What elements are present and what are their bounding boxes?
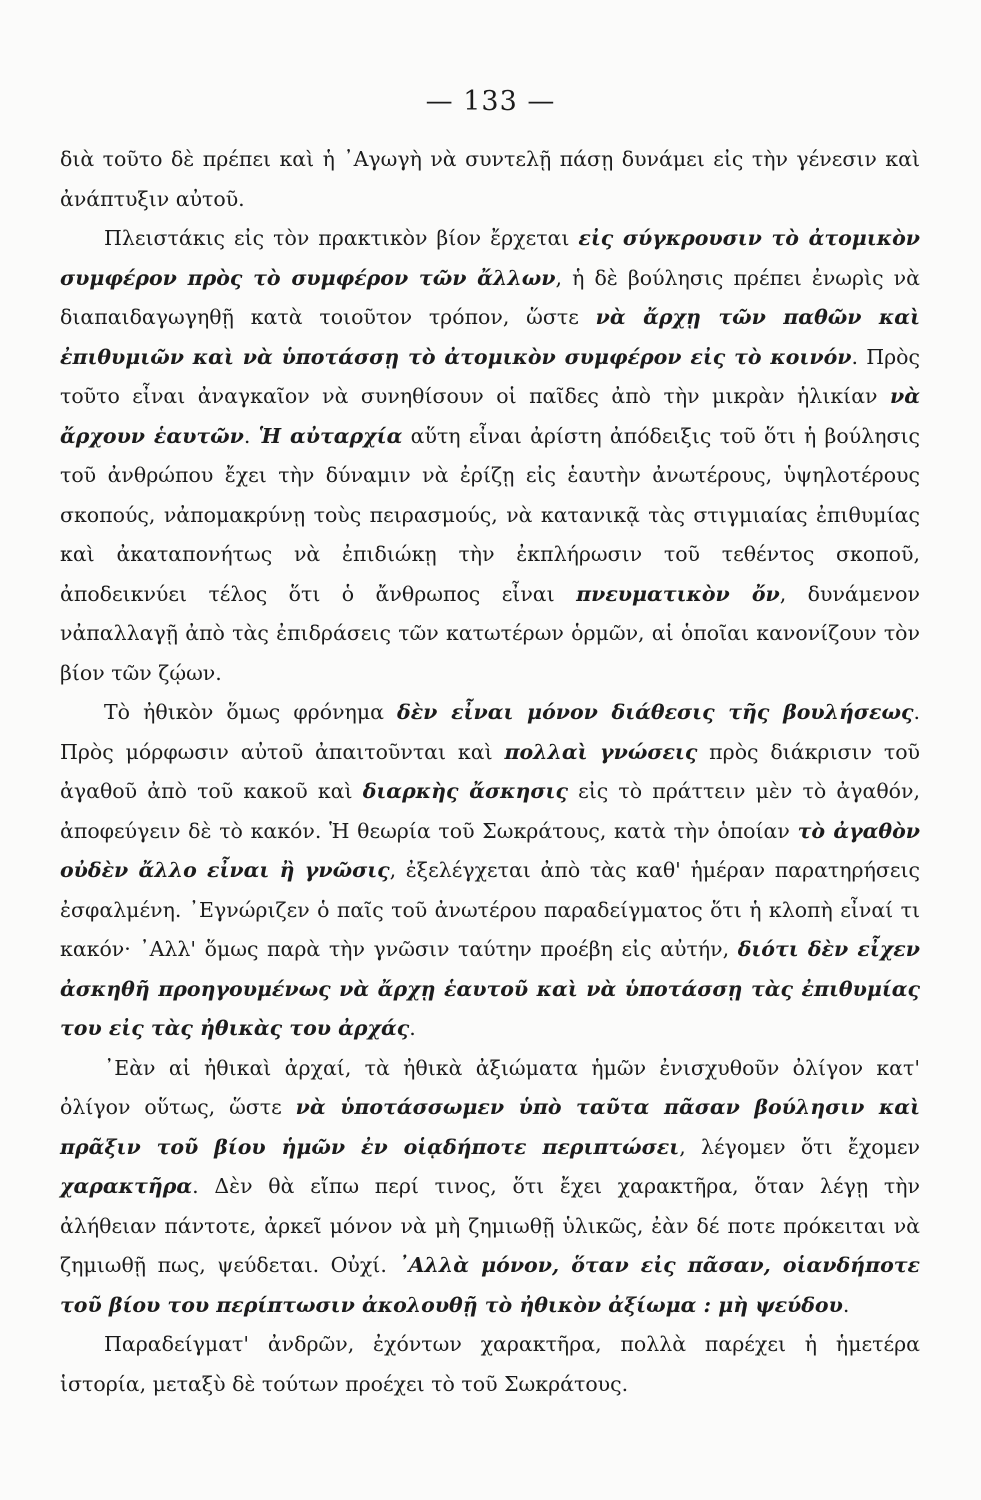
emphasized-text: διαρκὴς ἄσκησις [362,779,568,803]
text-run: ᾿Εὰν αἱ ἠθικαὶ ἀρχαί, τὰ ἠθικὰ ἀξιώματα ἡμῶν ἐνισχυθοῦν ὀλίγον κατ' ὀλίγον οὕτως, ὥστε [60,1055,920,1119]
paragraph [60,1325,920,1404]
text-run: , ἐξελέγχεται ἀπὸ τὰς καθ' ἡμέραν παρατηρήσεις ἐσφαλμένη. ᾿Εγνώριζεν ὁ παῖς τοῦ ἀνωτέρου παραδείγματος ὅτι ἡ κλοπὴ εἶναί τι κακόν· ᾿Αλλ' ὅμως παρὰ τὴν γνῶσιν ταύτην προέβη εἰς αὐτήν, [60,858,921,961]
emphasized-text: νὰ ὑποτάσσωμεν ὑπὸ ταῦτα πᾶσαν βούλησιν καὶ πρᾶξιν τοῦ βίου ἡμῶν ἐν οἱᾳδήποτε περιπτώσει [60,1095,920,1159]
paragraph [60,140,920,219]
text-run: εἰς τὸ πράττειν μὲν τὸ ἀγαθόν, ἀποφεύγειν δὲ τὸ κακόν. Ἡ θεωρία τοῦ Σωκράτους, κατὰ τὴν ὁποίαν [60,779,920,843]
text-run: αὕτη εἶναι ἀρίστη ἀπόδειξις τοῦ ὅτι ἡ βούλησις τοῦ ἀνθρώπου ἔχει τὴν δύναμιν νὰ ἐρίζῃ εἰς ἑαυτὴν ἀνωτέρους, ὑψηλοτέρους σκοπούς, νἀπομακρύνῃ τοὺς πειρασμούς, νὰ κατανικᾷ τὰς στιγμιαίας ἐπιθυμίας καὶ ἀκαταπονήτως νὰ ἐπιδιώκῃ τὴν ἐκπλήρωσιν τοῦ τεθέντος σκοποῦ, ἀποδεικνύει τέλος ὅτι ὁ ἄνθρωπος εἶναι [60,423,920,606]
emphasized-text: δὲν εἶναι μόνον διάθεσις τῆς βουλήσεως [397,700,914,724]
emphasized-text: νὰ ἄρχουν ἑαυτῶν [60,384,920,448]
emphasized-text: πολλαὶ γνώσεις [504,739,698,764]
emphasized-text: πνευματικὸν ὄν [576,581,780,606]
emphasized-text: εἰς σύγκρουσιν τὸ ἀτομικὸν συμφέρον πρὸς τὸ συμφέρον τῶν ἄλλων [60,226,920,290]
text-run: . Πρὸς μόρφωσιν αὐτοῦ ἀπαιτοῦνται καὶ [60,700,920,764]
text-run: Παραδείγματ' ἀνδρῶν, ἐχόντων χαρακτῆρα, πολλὰ παρέχει ἡ ἡμετέρα ἱστορία, μεταξὺ δὲ τούτων προέχει τὸ τοῦ Σωκράτους. [60,1332,920,1396]
text-run: , λέγομεν ὅτι ἔχομεν [679,1134,920,1159]
text-run: διὰ τοῦτο δὲ πρέπει καὶ ἡ ᾿Αγωγὴ νὰ συντελῇ πάσῃ δυνάμει εἰς τὴν γένεσιν καὶ ἀνάπτυξιν αὐτοῦ. [60,147,920,211]
emphasized-text: Ἡ αὐταρχία [258,423,403,448]
text-run: . [409,1016,416,1040]
paragraph [60,1049,920,1326]
text-run: . Πρὸς τοῦτο εἶναι ἀναγκαῖον νὰ συνηθίσουν οἱ παῖδες ἀπὸ τὴν μικρὰν ἡλικίαν [60,344,920,408]
emphasized-text: τὸ ἀγαθὸν οὐδὲν ἄλλο εἶναι ἢ γνῶσις [60,818,921,882]
body-text [60,140,920,1404]
emphasized-text: χαρακτῆρα [60,1174,193,1198]
page-number: — 133 — [425,86,556,117]
text-run: Πλειστάκις εἰς τὸν πρακτικὸν βίον ἔρχεται [104,226,579,250]
text-run: , ἡ δὲ βούλησις πρέπει ἐνωρὶς νὰ διαπαιδαγωγηθῇ κατὰ τοιοῦτον τρόπον, ὥστε [60,265,920,329]
text-run: . Δὲν θὰ εἴπω περί τινος, ὅτι ἔχει χαρακτῆρα, ὅταν λέγῃ τὴν ἀλήθειαν πάντοτε, ἀρκεῖ μόνον νὰ μὴ ζημιωθῇ ὑλικῶς, ἐὰν δέ ποτε πρόκειται νὰ ζημιωθῇ πως, ψεύδεται. Οὐχί. [60,1174,920,1277]
text-run: . [243,423,259,448]
text-run: . [842,1292,850,1317]
emphasized-text: ᾿Αλλὰ μόνον, ὅταν εἰς πᾶσαν, οἱανδήποτε τοῦ βίου του περίπτωσιν ἀκολουθῇ τὸ ἠθικὸν ἀξίωμα : μὴ ψεύδου [60,1253,921,1317]
text-run: πρὸς διάκρισιν τοῦ ἀγαθοῦ ἀπὸ τοῦ κακοῦ καὶ [60,739,920,803]
emphasized-text: διότι δὲν εἶχεν ἀσκηθῆ προηγουμένως νὰ ἄρχῃ ἑαυτοῦ καὶ νὰ ὑποτάσσῃ τὰς ἐπιθυμίας του εἰς τὰς ἠθικὰς του ἀρχάς [60,937,920,1040]
paragraph [60,693,920,1049]
text-run: , δυνάμενον νἀπαλλαγῇ ἀπὸ τὰς ἐπιδράσεις τῶν κατωτέρων ὁρμῶν, αἱ ὁποῖαι κανονίζουν τὸν βίον τῶν ζῴων. [60,581,920,685]
text-run: Τὸ ἠθικὸν ὅμως φρόνημα [104,700,398,724]
paragraph [60,219,920,693]
emphasized-text: νὰ ἄρχῃ τῶν παθῶν καὶ ἐπιθυμιῶν καὶ νὰ ὑποτάσσῃ τὸ ἀτομικὸν συμφέρον εἰς τὸ κοινόν [60,305,920,369]
